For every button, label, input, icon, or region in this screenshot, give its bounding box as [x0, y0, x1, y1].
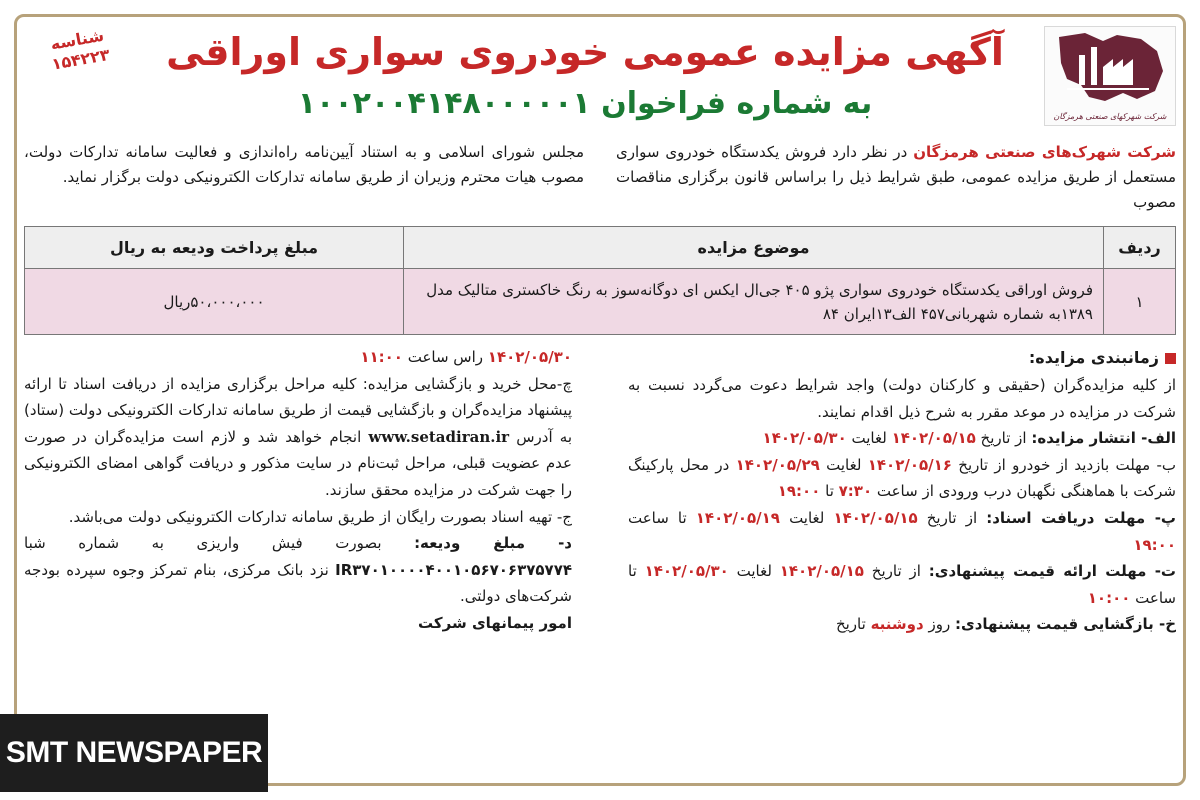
intro-text-left: مجلس شورای اسلامی و به استناد آیین‌نامه راه‌اندازی و فعالیت سامانه تدارکات دولت، مصوب هیات محترم وزیران از طریق سامانه تدارکات الکترونیکی دولت برگزار نماید.: [24, 143, 584, 186]
iran-map-factory-icon: [1045, 27, 1176, 113]
details-section: [24, 344, 1176, 638]
col-row-header: ردیف: [1104, 227, 1176, 269]
cell-row-number: ۱: [1104, 269, 1176, 335]
cell-deposit: ۵۰،۰۰۰،۰۰۰ریال: [25, 269, 404, 335]
watermark-logo: SMT NEWSPAPER: [0, 714, 268, 792]
logo-caption: شرکت شهرکهای صنعتی هرمزگان: [1053, 112, 1167, 121]
square-bullet-icon: [1165, 353, 1176, 364]
schedule-te: ت- مهلت ارائه قیمت پیشنهادی: از تاریخ ۱۴۰۲/۰۵/۱۵ لغایت ۱۴۰۲/۰۵/۳۰ تا ساعت ۱۰:۰۰: [628, 562, 1176, 607]
table-row: [25, 269, 1176, 335]
issuing-department: امور پیمانهای شرکت: [418, 613, 572, 632]
website-link[interactable]: www.setadiran.ir: [368, 427, 510, 446]
schedule-heading: زمانبندی مزایده:: [628, 344, 1176, 372]
notice-serial: شناسه ۱۵۴۲۲۳: [49, 25, 112, 74]
table-header-row: [25, 227, 1176, 269]
company-logo: [1044, 26, 1176, 126]
auction-table: [24, 226, 1176, 335]
opening-time: ۱۴۰۲/۰۵/۳۰ راس ساعت ۱۱:۰۰: [360, 348, 572, 366]
intro-text-right: شرکت شهرک‌های صنعتی هرمزگان در نظر دارد فروش یکدستگاه خودروی سواری مستعمل از طریق مزایده عمومی، طبق شرایط ذیل را براساس قانون برگزاری مناقصات مصوب: [616, 143, 1176, 211]
schedule-khe: خ- بازگشایی قیمت پیشنهادی: روز دوشنبه تاریخ: [835, 615, 1176, 634]
clause-che: چ-محل خرید و بازگشایی مزایده: کلیه مراحل برگزاری مزایده از دریافت اسناد تا ارائه پیشنهاد مزایده‌گران و بازگشایی قیمت از طریق سامانه تدارکات الکترونیکی دولت (ستاد) به آدرس www.setadiran.ir انجام خواهد شد و لازم است مزایده‌گران در صورت عدم عضویت قبلی، مراحل ثبت‌نام در سایت مذکور و دریافت گواهی امضای الکترونیکی را جهت شرکت در مزایده محقق سازند.: [24, 374, 573, 499]
cell-subject: فروش اوراقی یکدستگاه خودروی سواری پژو ۴۰۵ جی‌ال ایکس ای دوگانه‌سوز به رنگ خاکستری متالیک مدل ۱۳۸۹به شماره شهربانی۴۵۷ الف۱۳ایران ۸۴: [404, 269, 1104, 335]
sheba-number: IR۳۷۰۱۰۰۰۰۴۰۰۱۰۵۶۷۰۶۳۷۵۷۷۴: [335, 560, 572, 579]
clause-je: ج- تهیه اسناد بصورت رایگان از طریق سامانه تدارکات الکترونیکی دولت می‌باشد.: [68, 507, 572, 526]
notice-content: [24, 22, 1176, 778]
intro-section: [24, 140, 1176, 215]
call-number: به شماره فراخوان ۱۰۰۲۰۰۴۱۴۸۰۰۰۰۰۱: [297, 86, 873, 121]
schedule-intro: از کلیه مزایده‌گران (حقیقی و کارکنان دولت) واجد شرایط دعوت می‌گردد نسبت به شرکت در مزایده در موعد مقرر به شرح ذیل اقدام نمایند.: [628, 376, 1176, 421]
procedure-column: [24, 344, 572, 638]
clause-dal: د- مبلغ ودیعه: بصورت فیش واریزی به شماره شبا IR۳۷۰۱۰۰۰۰۴۰۰۱۰۵۶۷۰۶۳۷۵۷۷۴ نزد بانک مرکزی، بنام تمرکز وجوه سپرده بودجه شرکت‌های دولتی.: [24, 534, 572, 606]
schedule-be: ب- مهلت بازدید از خودرو از تاریخ ۱۴۰۲/۰۵/۱۶ لغایت ۱۴۰۲/۰۵/۲۹ در محل پارکینگ شرکت با هماهنگی نگهبان درب ورودی از ساعت ۷:۳۰ تا ۱۹:۰۰: [628, 455, 1176, 501]
col-subject-header: موضوع مزایده: [404, 227, 1104, 269]
page-title: آگهی مزایده عمومی خودروی سواری اوراقی: [166, 30, 1004, 74]
company-name: شرکت شهرک‌های صنعتی هرمزگان: [913, 143, 1176, 161]
schedule-column: [628, 344, 1176, 638]
col-deposit-header: مبلغ پرداخت ودیعه به ریال: [25, 227, 404, 269]
schedule-pe: پ- مهلت دریافت اسناد: از تاریخ ۱۴۰۲/۰۵/۱۵ لغایت ۱۴۰۲/۰۵/۱۹ تا ساعت ۱۹:۰۰: [628, 508, 1176, 554]
schedule-alef: الف- انتشار مزایده: از تاریخ ۱۴۰۲/۰۵/۱۵ لغایت ۱۴۰۲/۰۵/۳۰: [762, 429, 1176, 448]
